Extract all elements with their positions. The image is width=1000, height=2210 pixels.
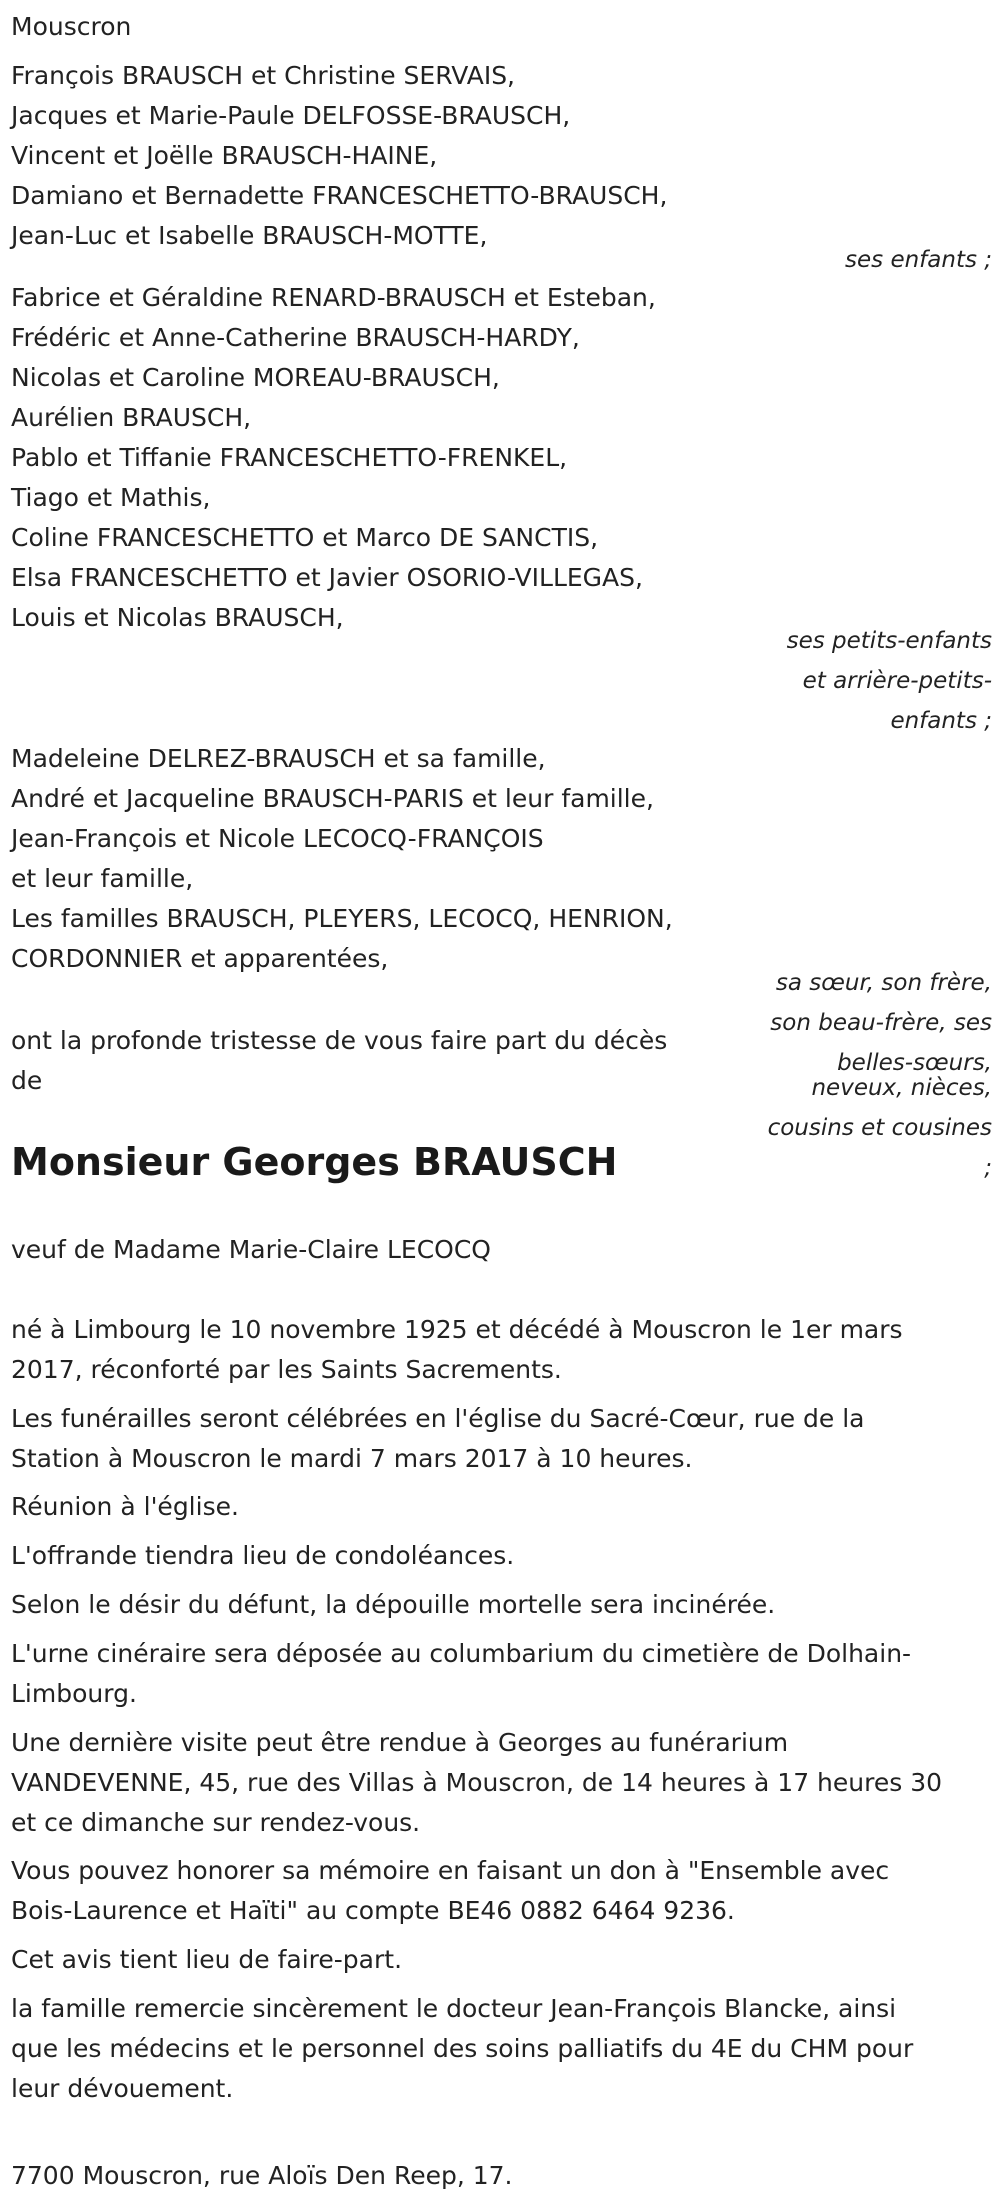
address-line: 7700 Mouscron, rue Aloïs Den Reep, 17.: [11, 2161, 513, 2190]
paragraph-line: Station à Mouscron le mardi 7 mars 2017 à 10 heures.: [11, 1444, 693, 1473]
paragraph-line: Cet avis tient lieu de faire-part.: [11, 1945, 403, 1974]
announcement-line: de: [11, 1066, 43, 1095]
grandchildren-line: Pablo et Tiffanie FRANCESCHETTO-FRENKEL,: [11, 443, 568, 472]
siblings-label: cousins et cousines: [767, 1115, 992, 1141]
paragraph-line: VANDEVENNE, 45, rue des Villas à Mouscron, de 14 heures à 17 heures 30: [11, 1768, 943, 1797]
paragraph-line: que les médecins et le personnel des soins palliatifs du 4E du CHM pour: [11, 2034, 914, 2063]
paragraph-line: Les funérailles seront célébrées en l'église du Sacré-Cœur, rue de la: [11, 1404, 865, 1433]
grandchildren-line: Tiago et Mathis,: [11, 483, 211, 512]
paragraph-line: Bois-Laurence et Haïti" au compte BE46 0882 6464 9236.: [11, 1896, 735, 1925]
children-line: Damiano et Bernadette FRANCESCHETTO-BRAUSCH,: [11, 181, 668, 210]
grandchildren-line: Frédéric et Anne-Catherine BRAUSCH-HARDY,: [11, 323, 580, 352]
children-line: François BRAUSCH et Christine SERVAIS,: [11, 61, 516, 90]
grandchildren-line: Aurélien BRAUSCH,: [11, 403, 252, 432]
siblings-label: sa sœur, son frère,: [775, 970, 992, 996]
grandchildren-label: et arrière-petits-: [802, 668, 992, 694]
paragraph-line: Une dernière visite peut être rendue à Georges au funérarium: [11, 1728, 789, 1757]
paragraph-line: Selon le désir du défunt, la dépouille mortelle sera incinérée.: [11, 1590, 776, 1619]
paragraph-line: né à Limbourg le 10 novembre 1925 et décédé à Mouscron le 1er mars: [11, 1315, 903, 1344]
children-line: Jean-Luc et Isabelle BRAUSCH-MOTTE,: [11, 221, 488, 250]
deceased-name: Monsieur Georges BRAUSCH: [11, 1140, 618, 1184]
paragraph-line: 2017, réconforté par les Saints Sacrements.: [11, 1355, 562, 1384]
grandchildren-label: enfants ;: [890, 708, 992, 734]
grandchildren-label: ses petits-enfants: [786, 628, 992, 654]
paragraph-line: Limbourg.: [11, 1679, 137, 1708]
paragraph-line: et ce dimanche sur rendez-vous.: [11, 1808, 421, 1837]
grandchildren-line: Nicolas et Caroline MOREAU-BRAUSCH,: [11, 363, 500, 392]
siblings-line: Jean-François et Nicole LECOCQ-FRANÇOIS: [11, 824, 544, 853]
siblings-label: neveux, nièces,: [811, 1075, 992, 1101]
siblings-label: son beau-frère, ses: [770, 1010, 992, 1036]
grandchildren-line: Louis et Nicolas BRAUSCH,: [11, 603, 344, 632]
children-line: Vincent et Joëlle BRAUSCH-HAINE,: [11, 141, 438, 170]
grandchildren-line: Elsa FRANCESCHETTO et Javier OSORIO-VILLEGAS,: [11, 563, 643, 592]
paragraph-line: leur dévouement.: [11, 2074, 234, 2103]
grandchildren-line: Fabrice et Géraldine RENARD-BRAUSCH et Esteban,: [11, 283, 656, 312]
siblings-label: ;: [984, 1155, 992, 1181]
city-header: Mouscron: [11, 12, 132, 41]
siblings-line: Madeleine DELREZ-BRAUSCH et sa famille,: [11, 744, 546, 773]
paragraph-line: Vous pouvez honorer sa mémoire en faisant un don à "Ensemble avec: [11, 1856, 890, 1885]
paragraph-line: la famille remercie sincèrement le docteur Jean-François Blancke, ainsi: [11, 1994, 897, 2023]
siblings-line: Les familles BRAUSCH, PLEYERS, LECOCQ, HENRION,: [11, 904, 673, 933]
siblings-line: et leur famille,: [11, 864, 194, 893]
siblings-label: belles-sœurs,: [837, 1050, 992, 1076]
children-label: ses enfants ;: [845, 247, 992, 273]
siblings-line: André et Jacqueline BRAUSCH-PARIS et leur famille,: [11, 784, 654, 813]
spouse-line: veuf de Madame Marie-Claire LECOCQ: [11, 1235, 491, 1264]
siblings-line: CORDONNIER et apparentées,: [11, 944, 389, 973]
grandchildren-line: Coline FRANCESCHETTO et Marco DE SANCTIS,: [11, 523, 599, 552]
announcement-line: ont la profonde tristesse de vous faire part du décès: [11, 1026, 668, 1055]
paragraph-line: Réunion à l'église.: [11, 1492, 239, 1521]
children-line: Jacques et Marie-Paule DELFOSSE-BRAUSCH,: [11, 101, 571, 130]
paragraph-line: L'offrande tiendra lieu de condoléances.: [11, 1541, 515, 1570]
paragraph-line: L'urne cinéraire sera déposée au columbarium du cimetière de Dolhain-: [11, 1639, 912, 1668]
